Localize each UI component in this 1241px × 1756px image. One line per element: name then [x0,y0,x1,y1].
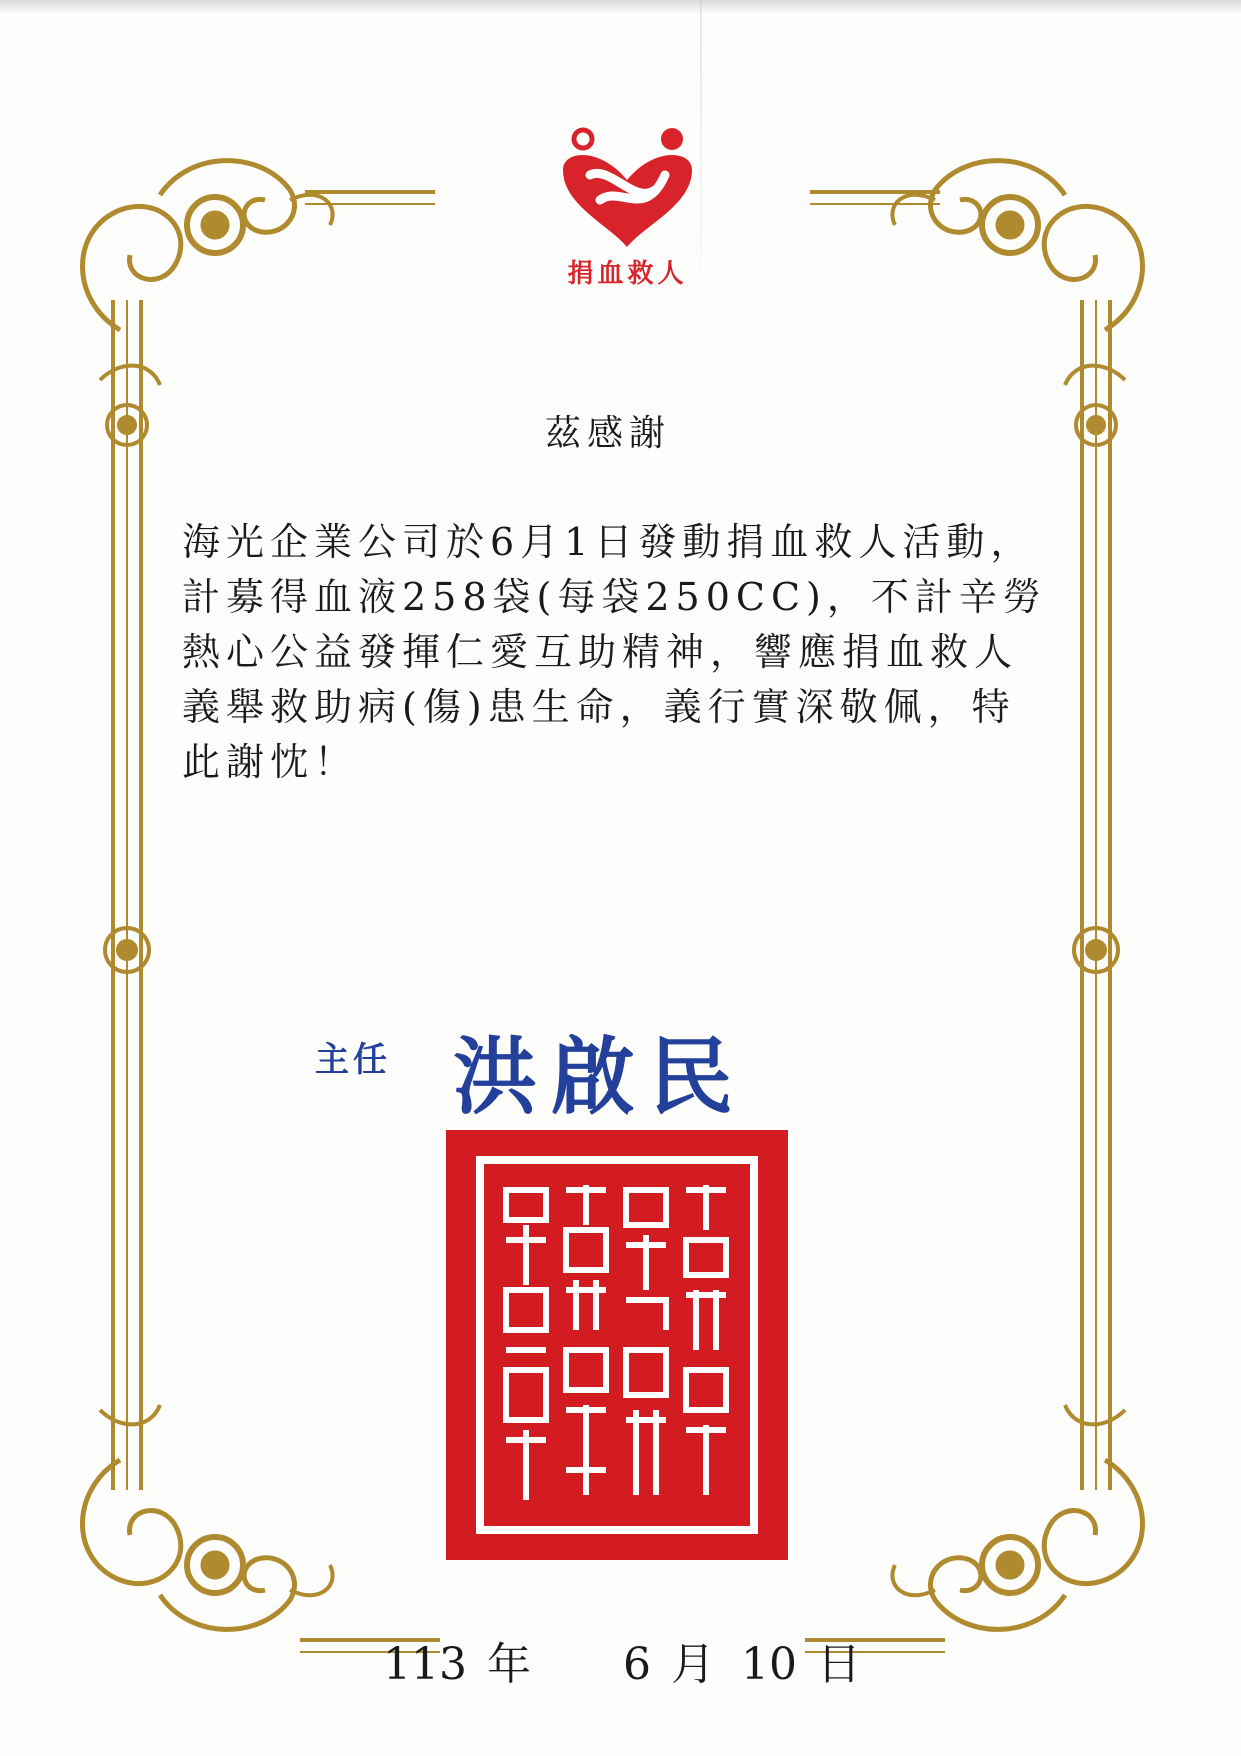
body-line: 義舉救助病(傷)患生命，義行實深敬佩，特 [182,685,1016,729]
certificate-heading: 茲感謝 [545,413,672,454]
seal-script-pattern [446,1130,788,1560]
certificate-body [182,515,1082,790]
date-month-unit: 月 [670,1639,715,1690]
signatory-name: 洪啟民 [453,1027,748,1126]
logo-caption: 捐血救人 [567,259,688,289]
heart-with-two-people-icon [555,125,700,250]
frame-left-rails [113,300,141,1490]
signature-block [315,1010,815,1126]
date-year-unit: 年 [486,1639,531,1690]
corner-ornament-top-right [892,161,1142,385]
body-line: 熱心公益發揮仁愛互助精神，響應捐血救人 [182,630,1019,674]
body-line: 海光企業公司於6月1日發動捐血救人活動， [182,520,1035,564]
corner-ornament-bottom-right [892,1405,1142,1629]
corner-ornament-bottom-left [83,1405,333,1629]
date-month: 6 [622,1639,651,1690]
blood-donation-logo [555,125,700,295]
issue-date [383,1628,903,1692]
frame-right-rails [1082,300,1110,1490]
signatory-title: 主任 [315,1040,391,1080]
date-day: 10 [740,1639,797,1690]
body-line: 計募得血液258袋(每袋250CC)，不計辛勞 [182,575,1047,619]
corner-ornament-top-left [83,161,333,385]
date-year: 113 [383,1639,467,1690]
official-seal [446,1130,788,1560]
date-day-unit: 日 [816,1639,861,1690]
body-line: 此謝忱！ [182,740,359,784]
